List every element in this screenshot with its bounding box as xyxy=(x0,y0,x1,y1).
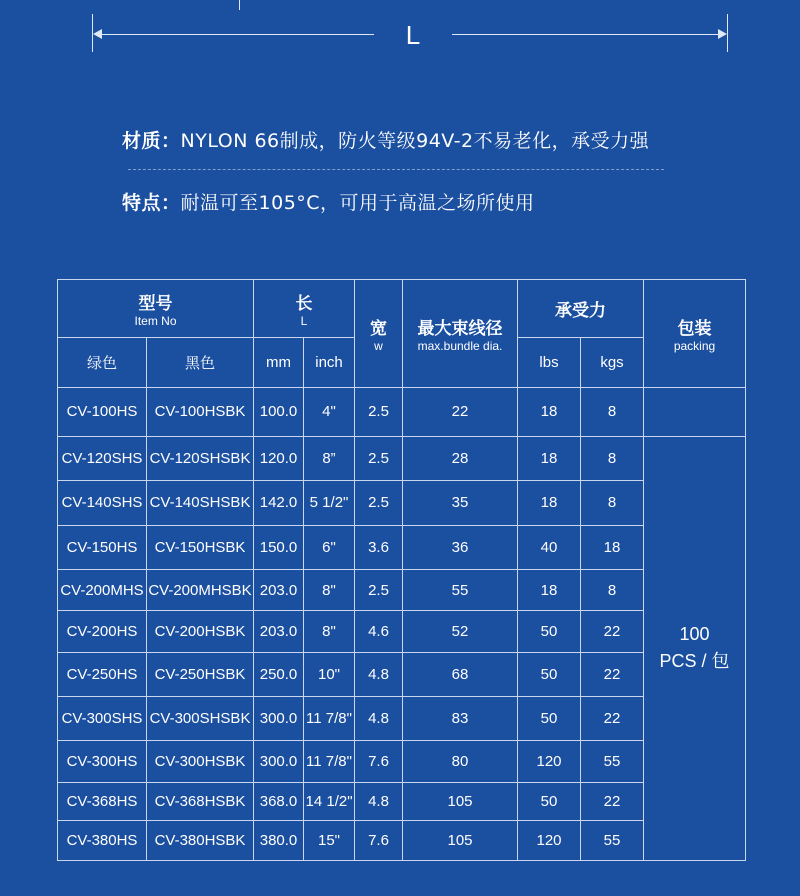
cell-width: 7.6 xyxy=(355,740,403,782)
cell-bundle: 35 xyxy=(403,480,518,525)
table-row xyxy=(58,525,746,569)
packing-header-en: packing xyxy=(673,339,716,354)
ruler-line-right xyxy=(452,34,722,35)
bundle-header xyxy=(403,280,518,388)
feature-key: 特点： xyxy=(122,192,181,214)
mm-header: mm xyxy=(254,338,304,388)
table-row xyxy=(58,740,746,782)
cell-inch: 6" xyxy=(304,525,355,569)
lbs-header: lbs xyxy=(518,338,581,388)
cell-mm: 100.0 xyxy=(254,388,304,436)
cell-inch: 14 1/2" xyxy=(304,782,355,820)
cell-width: 2.5 xyxy=(355,480,403,525)
feature-line xyxy=(122,188,535,215)
width-header xyxy=(355,280,403,388)
cell-black: CV-140SHSBK xyxy=(147,480,254,525)
cell-green: CV-100HS xyxy=(58,388,147,436)
cell-width: 2.5 xyxy=(355,436,403,480)
cell-lbs: 18 xyxy=(518,480,581,525)
width-header-en: w xyxy=(374,339,383,354)
cell-mm: 368.0 xyxy=(254,782,304,820)
cell-inch: 8" xyxy=(304,569,355,610)
table-row xyxy=(58,480,746,525)
cell-kgs: 8 xyxy=(581,480,644,525)
cell-kgs: 22 xyxy=(581,697,644,740)
cell-kgs: 8 xyxy=(581,436,644,480)
packing-unit: PCS / 包 xyxy=(659,651,730,672)
length-header-en: L xyxy=(300,314,308,329)
cell-width: 4.8 xyxy=(355,697,403,740)
cell-width: 4.8 xyxy=(355,782,403,820)
packing-quantity: 100 xyxy=(679,624,710,645)
cell-width: 2.5 xyxy=(355,569,403,610)
cell-width: 4.6 xyxy=(355,611,403,653)
cell-black: CV-200MHSBK xyxy=(147,569,254,610)
cell-black: CV-200HSBK xyxy=(147,611,254,653)
cell-bundle: 28 xyxy=(403,436,518,480)
cell-green: CV-120SHS xyxy=(58,436,147,480)
cell-black: CV-250HSBK xyxy=(147,653,254,697)
table-row xyxy=(58,820,746,860)
cell-black: CV-120SHSBK xyxy=(147,436,254,480)
cell-kgs: 18 xyxy=(581,525,644,569)
cell-bundle: 52 xyxy=(403,611,518,653)
packing-empty-cell xyxy=(644,388,746,436)
cell-green: CV-150HS xyxy=(58,525,147,569)
cell-lbs: 120 xyxy=(518,740,581,782)
bundle-header-cn: 最大束线径 xyxy=(417,319,503,340)
cell-green: CV-380HS xyxy=(58,820,147,860)
cell-mm: 150.0 xyxy=(254,525,304,569)
spec-table xyxy=(57,279,746,861)
cell-kgs: 22 xyxy=(581,611,644,653)
cell-kgs: 8 xyxy=(581,569,644,610)
cell-bundle: 105 xyxy=(403,782,518,820)
table-row xyxy=(58,697,746,740)
cell-inch: 5 1/2" xyxy=(304,480,355,525)
cell-lbs: 50 xyxy=(518,611,581,653)
cell-black: CV-368HSBK xyxy=(147,782,254,820)
cell-kgs: 55 xyxy=(581,820,644,860)
cell-bundle: 105 xyxy=(403,820,518,860)
cell-kgs: 22 xyxy=(581,782,644,820)
cell-mm: 380.0 xyxy=(254,820,304,860)
cell-black: CV-150HSBK xyxy=(147,525,254,569)
cell-green: CV-200MHS xyxy=(58,569,147,610)
cell-lbs: 120 xyxy=(518,820,581,860)
material-key: 材质： xyxy=(122,130,181,152)
model-header-en: Item No xyxy=(134,314,177,329)
cell-lbs: 50 xyxy=(518,653,581,697)
cell-black: CV-100HSBK xyxy=(147,388,254,436)
table-row xyxy=(58,782,746,820)
material-line xyxy=(122,126,649,153)
cell-width: 3.6 xyxy=(355,525,403,569)
cell-green: CV-300SHS xyxy=(58,697,147,740)
cell-inch: 11 7/8" xyxy=(304,697,355,740)
cell-bundle: 68 xyxy=(403,653,518,697)
cell-mm: 300.0 xyxy=(254,740,304,782)
cell-width: 2.5 xyxy=(355,388,403,436)
model-header-cn: 型号 xyxy=(138,294,173,315)
cell-lbs: 50 xyxy=(518,697,581,740)
table-row xyxy=(58,436,746,480)
cell-bundle: 80 xyxy=(403,740,518,782)
cell-black: CV-380HSBK xyxy=(147,820,254,860)
strength-header-cn: 承受力 xyxy=(555,301,607,322)
width-header-cn: 宽 xyxy=(370,319,388,340)
cell-kgs: 22 xyxy=(581,653,644,697)
cell-green: CV-368HS xyxy=(58,782,147,820)
cell-lbs: 18 xyxy=(518,569,581,610)
cell-green: CV-140SHS xyxy=(58,480,147,525)
inch-header: inch xyxy=(304,338,355,388)
cell-bundle: 83 xyxy=(403,697,518,740)
table-row xyxy=(58,569,746,610)
cell-mm: 300.0 xyxy=(254,697,304,740)
cell-mm: 203.0 xyxy=(254,569,304,610)
cell-inch: 10" xyxy=(304,653,355,697)
black-header: 黑色 xyxy=(147,338,254,388)
length-dimension-ruler xyxy=(92,14,728,54)
cell-bundle: 55 xyxy=(403,569,518,610)
header-row-1 xyxy=(58,280,746,338)
bundle-header-en: max.bundle dia. xyxy=(417,339,503,354)
green-header: 绿色 xyxy=(58,338,147,388)
strength-header xyxy=(518,280,644,338)
cell-lbs: 18 xyxy=(518,436,581,480)
table-row xyxy=(58,653,746,697)
kgs-header: kgs xyxy=(581,338,644,388)
cell-bundle: 22 xyxy=(403,388,518,436)
ruler-line-left xyxy=(98,34,374,35)
cell-green: CV-300HS xyxy=(58,740,147,782)
cell-green: CV-250HS xyxy=(58,653,147,697)
cell-inch: 15" xyxy=(304,820,355,860)
cell-kgs: 55 xyxy=(581,740,644,782)
ruler-label: L xyxy=(405,20,421,50)
dotted-divider xyxy=(128,169,664,170)
cell-lbs: 18 xyxy=(518,388,581,436)
cell-green: CV-200HS xyxy=(58,611,147,653)
length-header xyxy=(254,280,355,338)
feature-text: 耐温可至105°C，可用于高温之场所使用 xyxy=(180,192,535,214)
length-header-cn: 长 xyxy=(295,294,313,315)
cell-black: CV-300HSBK xyxy=(147,740,254,782)
table-row xyxy=(58,611,746,653)
cell-bundle: 36 xyxy=(403,525,518,569)
cell-mm: 142.0 xyxy=(254,480,304,525)
cell-inch: 4" xyxy=(304,388,355,436)
cell-black: CV-300SHSBK xyxy=(147,697,254,740)
cell-width: 4.8 xyxy=(355,653,403,697)
cell-mm: 250.0 xyxy=(254,653,304,697)
cell-inch: 11 7/8" xyxy=(304,740,355,782)
cell-mm: 120.0 xyxy=(254,436,304,480)
packing-header-cn: 包装 xyxy=(677,319,712,340)
packing-header xyxy=(644,280,746,388)
cell-width: 7.6 xyxy=(355,820,403,860)
model-header xyxy=(58,280,254,338)
cell-lbs: 50 xyxy=(518,782,581,820)
cell-inch: 8" xyxy=(304,611,355,653)
packing-cell xyxy=(644,436,746,860)
table-row xyxy=(58,388,746,436)
material-text: NYLON 66制成，防火等级94V-2不易老化，承受力强 xyxy=(180,130,650,152)
ruler-top-stub xyxy=(239,0,240,10)
cell-lbs: 40 xyxy=(518,525,581,569)
cell-kgs: 8 xyxy=(581,388,644,436)
ruler-right-tick xyxy=(727,14,728,52)
cell-inch: 8” xyxy=(304,436,355,480)
cell-mm: 203.0 xyxy=(254,611,304,653)
arrow-right-icon xyxy=(718,29,727,39)
